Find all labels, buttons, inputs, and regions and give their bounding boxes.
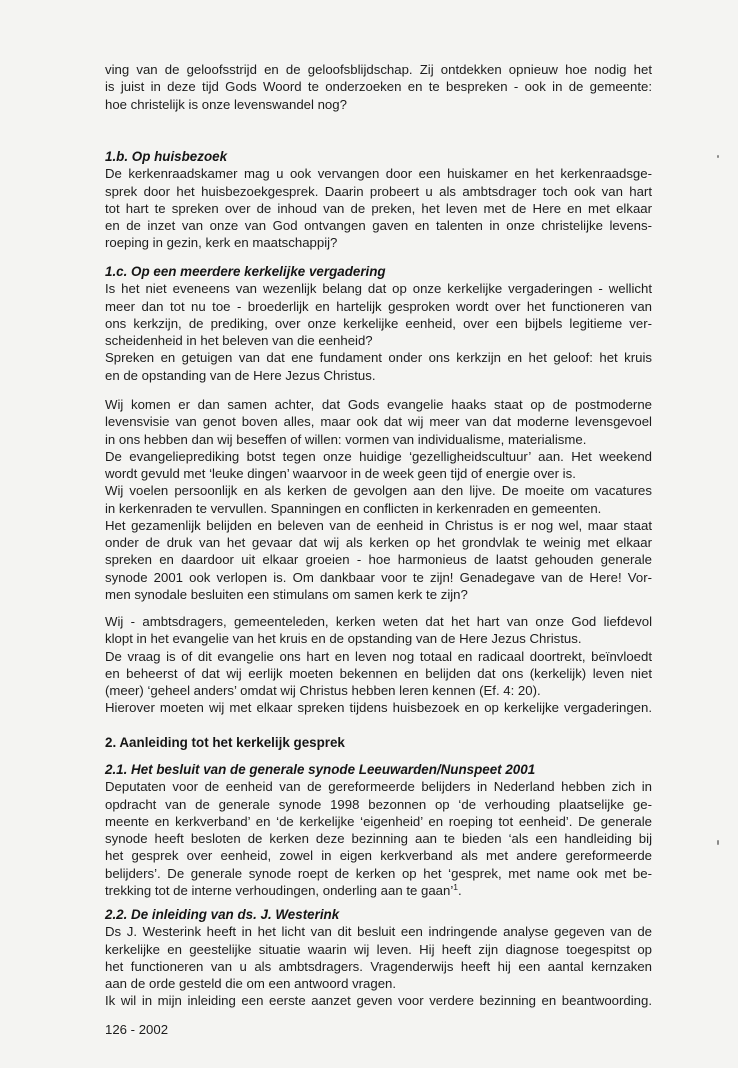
text-line: sprek door het huisbezoekgesprek. Daarin probeert u als ambtsdrager toch ook van hart [105,183,652,199]
section-heading: 1.b. Op huisbezoek [105,149,228,164]
text-line: synode heeft besloten de kerken deze bezinning aan te bieden ‘als een handleiding bij [105,831,652,846]
text-line: onder de druk van het gevaar dat wij als kerken op het grondvlak te weinig met elkaar [105,535,652,550]
section-heading: 1.c. Op een meerdere kerkelijke vergadering [105,264,386,279]
text-line: tot hart te spreken over de inhoud van de preken, het leven met de Here en met elkaar [105,200,652,216]
text-line: Spreken en getuigen van dat ene fundament onder ons kerkzijn en het geloof: het kruis [105,350,652,366]
section-2-2 [105,906,652,1010]
text-line: en beheerst of dat wij eerlijk moeten bekennen en belijden dat ons (kerkelijk) leven niet [105,665,652,681]
paragraph-samen [105,396,652,603]
paragraph-intro [105,61,652,113]
scan-speck [717,155,719,158]
section-heading: 2.1. Het besluit van de generale synode Leeuwarden/Nunspeet 2001 [105,762,536,777]
section-1b [105,148,652,252]
text-line: belijders’. De generale synode roept de kerken op het ‘gesprek, met name ook met be- [105,865,652,881]
text-line: meer dan tot nu toe - broederlijk en hartelijk gesproken wordt over het functioneren van [105,298,652,314]
text-line: in ons hebben dan wij beseffen of willen: vormen van individualisme, materialisme. [105,431,587,447]
text-line: opdracht van de generale synode 1998 bezonnen op ‘de verhouding plaatselijke ge- [105,796,652,812]
text-line: meente en kerkverband’ en ‘de kerkelijke ‘eigenheid’ en roeping tot eenheid’. De generale [105,813,652,829]
text-line: wordt gevuld met ‘leuke dingen’ waarvoor in de week geen tijd of energie over is. [105,466,576,481]
text-line: Wij - ambtsdragers, gemeenteleden, kerken weten dat het hart van onze God liefdevol [105,614,652,629]
text-line: het gesprek over eenheid, zowel in eigen kerkverband als met andere gereformeerde [105,848,652,864]
text-line: spreken en daardoor uit elkaar groeien - hoe harmonieus de laatst gehouden generale [105,552,652,568]
text-line: is juist in deze tijd Gods Woord te onderzoeken en te bespreken - ook in de gemeente: [105,79,652,95]
text-line: levensvisie van genot boven alles, maar ook dat wij meer van dat moderne levensgevoel [105,414,652,430]
text-line: aan de orde gesteld die om een antwoord vragen. [105,976,397,991]
text-line: en de opstanding van de Here Jezus Christus. [105,367,376,383]
text-line: ons kerkzijn, de prediking, over onze kerkelijke eenheid, over een bijbels legitieme ver- [105,315,652,331]
text-line: Deputaten voor de eenheid van de gereformeerde belijders in Nederland hebben zich in [105,779,652,795]
text-line: Wij voelen persoonlijk en als kerken de gevolgen aan den lijve. De moeite om vacatures [105,483,652,499]
text-line: Hierover moeten wij met elkaar spreken tijdens huisbezoek en op kerkelijke vergaderingen. [105,700,652,716]
section-1c [105,263,652,384]
text-line-body: trekking tot de interne verhoudingen, onderling aan te gaan’ [105,882,454,898]
section-2-1 [105,761,652,899]
text-line-end: . [458,882,462,898]
text-line: Ds J. Westerink heeft in het licht van dit besluit een indringende analyse gegeven van de [105,924,652,940]
text-line: De vraag is of dit evangelie ons hart en leven nog totaal en radicaal doortrekt, beïnvloedt [105,648,652,664]
section-heading: 2.2. De inleiding van ds. J. Westerink [105,907,340,922]
footnote-reference: 1 [453,881,458,892]
text-line: roeping in gezin, kerk en maatschappij? [105,235,338,251]
text-line: synode 2001 ook verlopen is. Om dankbaar voor te zijn! Genadegave van de Here! Vor- [105,569,652,585]
text-line: De evangelieprediking botst tegen onze huidige ‘gezelligheidscultuur’ aan. Het weekend [105,448,652,464]
section-2 [105,734,652,751]
text-line: men synodale besluiten een stimulans om samen kerk te zijn? [105,586,468,602]
text-line: Wij komen er dan samen achter, dat Gods evangelie haaks staat op de postmoderne [105,397,652,412]
text-line: en de inzet van onze van God ontvangen gaven en talenten in onze christelijke levens- [105,218,652,233]
text-line: het functioneren van u als ambtsdragers. Vragenderwijs heeft hij een aantal kernzaken [105,958,652,974]
text-line: (meer) ‘geheel anders’ omdat wij Christus hebben leren kennen (Ef. 4: 20). [105,683,541,698]
text-line: Het gezamenlijk belijden en beleven van de eenheid in Christus is er nog wel, maar staat [105,517,652,533]
text-line: in kerkenraden te vervullen. Spanningen en conflicten in kerkenraden en gemeenten. [105,500,602,516]
text-line: ving van de geloofsstrijd en de geloofsblijdschap. Zij ontdekken opnieuw hoe nodig het [105,62,652,77]
text-line: Ik wil in mijn inleiding een eerste aanzet geven voor verdere bezinning en beantwoording. [105,993,652,1009]
text-line: Is het niet eveneens van wezenlijk belang dat op onze kerkelijke vergaderingen - wellicht [105,281,652,297]
paragraph-ambtsdragers [105,613,652,717]
text-line: scheidenheid in het beleven van die eenheid? [105,333,373,348]
chapter-heading: 2. Aanleiding tot het kerkelijk gesprek [105,735,345,750]
page-footer [105,1021,652,1038]
text-line: hoe christelijk is onze levenswandel nog? [105,96,347,112]
text-line: kerkelijke en geestelijke situatie waarin wij leven. Hij heeft zijn diagnose toegespitst op [105,941,652,957]
text-line: klopt in het evangelie van het kruis en de opstanding van de Here Jezus Christus. [105,631,582,647]
page-number: 126 - 2002 [105,1022,169,1037]
scan-speck [717,840,719,845]
text-line [105,882,652,899]
text-line: De kerkenraadskamer mag u ook vervangen door een huiskamer en het kerkenraadsge- [105,166,652,182]
